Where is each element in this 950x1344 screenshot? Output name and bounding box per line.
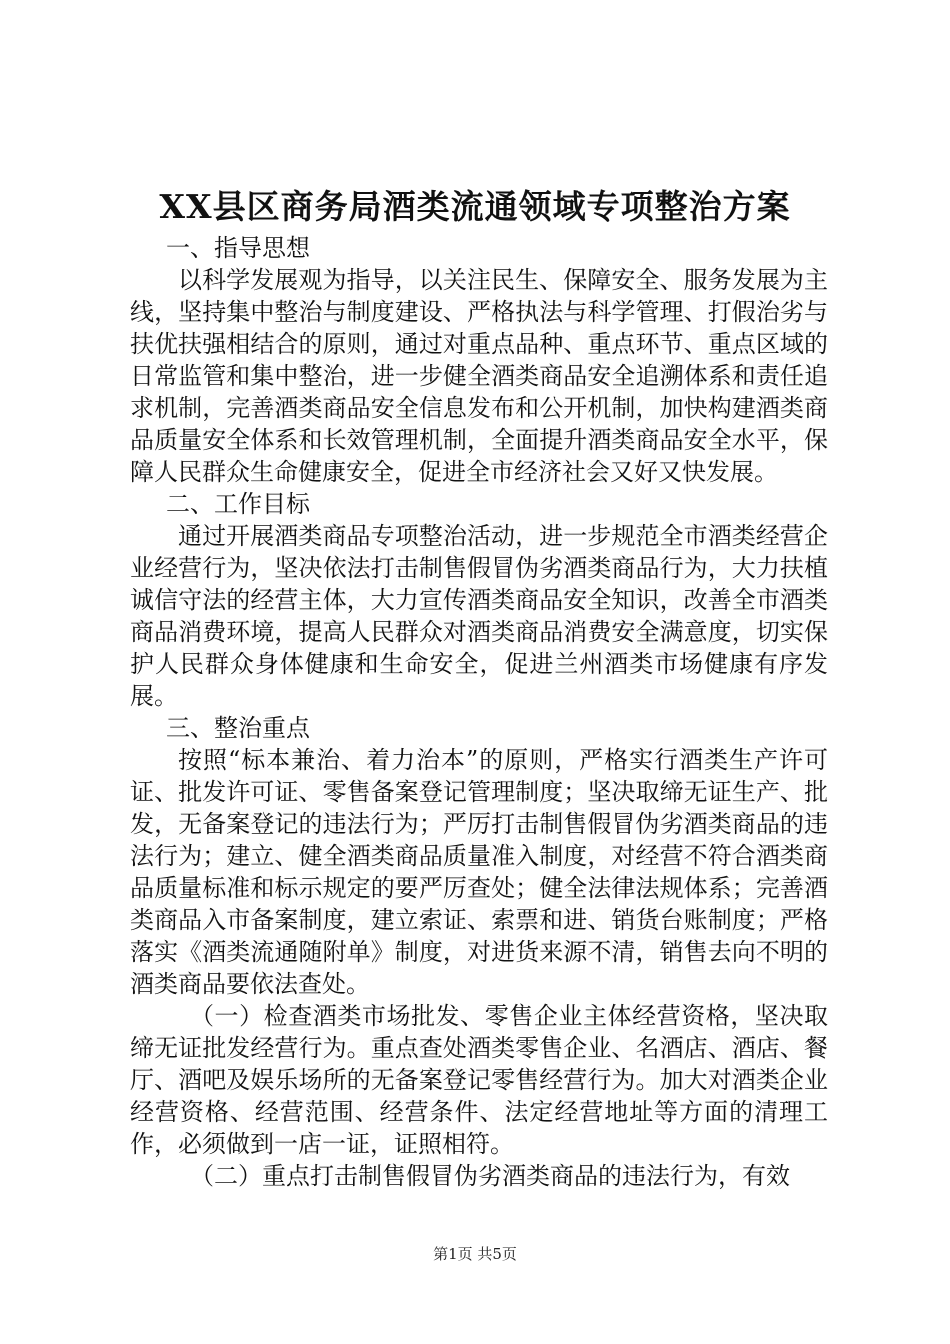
document-body xyxy=(130,232,828,1192)
paragraph-guiding-thought: 以科学发展观为指导，以关注民生、保障安全、服务发展为主线，坚持集中整治与制度建设、严格执法与科学管理、打假治劣与扶优扶强相结合的原则，通过对重点品种、重点环节、重点区域的日常监管和集中整治，进一步健全酒类商品安全追溯体系和责任追求机制，完善酒类商品安全信息发布和公开机制，加快构建酒类商品质量安全体系和长效管理机制，全面提升酒类商品安全水平，保障人民群众生命健康安全，促进全市经济社会又好又快发展。 xyxy=(130,266,828,486)
section-heading-2: 二、工作目标 xyxy=(166,490,310,518)
page-number-footer: 第1页 共5页 xyxy=(433,1245,517,1263)
paragraph-item-1: （一）检查酒类市场批发、零售企业主体经营资格，坚决取缔无证批发经营行为。重点查处酒类零售企业、名酒店、酒店、餐厅、酒吧及娱乐场所的无备案登记零售经营行为。加大对酒类企业经营资格、经营范围、经营条件、法定经营地址等方面的清理工作，必须做到一店一证，证照相符。 xyxy=(130,1002,828,1158)
section-heading-1: 一、指导思想 xyxy=(166,234,310,262)
paragraph-item-2: （二）重点打击制售假冒伪劣酒类商品的违法行为，有效 xyxy=(190,1162,790,1190)
paragraph-work-goal: 通过开展酒类商品专项整治活动，进一步规范全市酒类经营企业经营行为，坚决依法打击制售假冒伪劣酒类商品行为，大力扶植诚信守法的经营主体，大力宣传酒类商品安全知识，改善全市酒类商品消费环境，提高人民群众对酒类商品消费安全满意度，切实保护人民群众身体健康和生命安全，促进兰州酒类市场健康有序发展。 xyxy=(130,522,828,710)
document-title: XX县区商务局酒类流通领域专项整治方案 xyxy=(159,187,791,226)
section-heading-3: 三、整治重点 xyxy=(166,714,310,742)
paragraph-key-points: 按照“标本兼治、着力治本”的原则，严格实行酒类生产许可证、批发许可证、零售备案登记管理制度；坚决取缔无证生产、批发，无备案登记的违法行为；严厉打击制售假冒伪劣酒类商品的违法行为；建立、健全酒类商品质量准入制度，对经营不符合酒类商品质量标准和标示规定的要严厉查处；健全法律法规体系；完善酒类商品入市备案制度，建立索证、索票和进、销货台账制度；严格落实《酒类流通随附单》制度，对进货来源不清，销售去向不明的酒类商品要依法查处。 xyxy=(130,746,828,998)
